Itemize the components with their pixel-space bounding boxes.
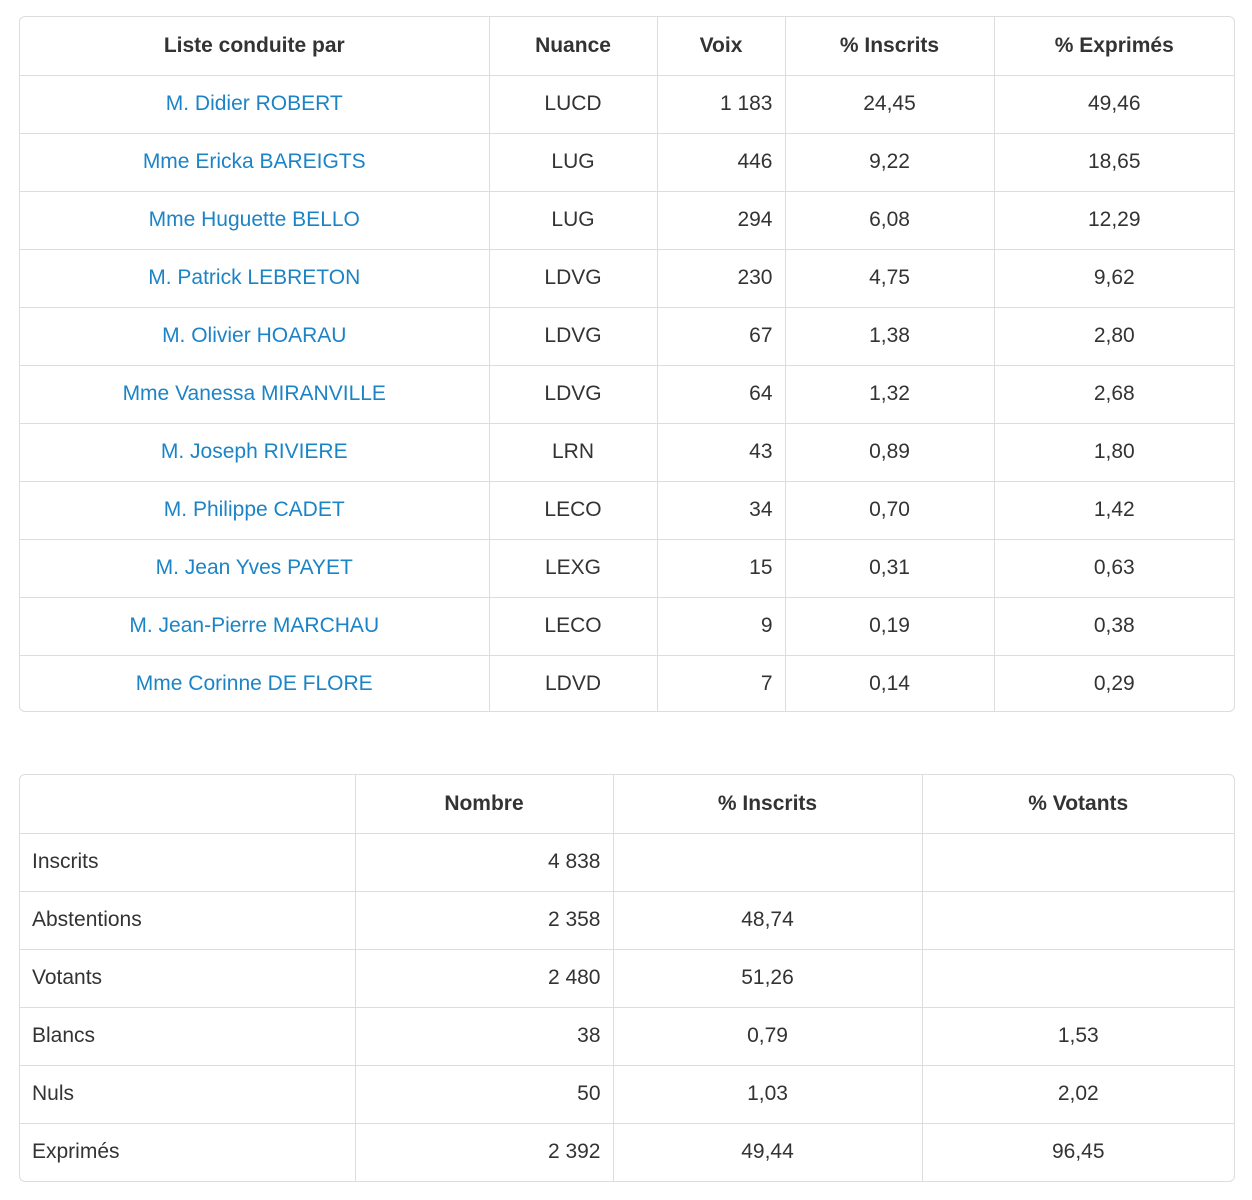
candidate-voix: 294 [657, 191, 785, 249]
candidate-voix: 34 [657, 481, 785, 539]
summary-row [20, 1065, 1234, 1123]
candidate-pct-exprimes: 1,42 [994, 481, 1234, 539]
candidate-row [20, 133, 1234, 191]
candidate-pct-inscrits: 24,45 [785, 75, 994, 133]
summary-pct-inscrits: 51,26 [613, 949, 922, 1007]
summary-pct-votants: 2,02 [922, 1065, 1234, 1123]
header-nombre: Nombre [355, 775, 613, 833]
summary-pct-inscrits: 49,44 [613, 1123, 922, 1181]
candidate-nuance: LECO [489, 597, 657, 655]
summary-row [20, 949, 1234, 1007]
summary-nombre: 2 480 [355, 949, 613, 1007]
candidate-row [20, 597, 1234, 655]
candidates-header-row [20, 17, 1234, 75]
summary-nombre: 2 358 [355, 891, 613, 949]
summary-label: Nuls [20, 1065, 355, 1123]
candidate-voix: 67 [657, 307, 785, 365]
candidate-nuance: LDVG [489, 365, 657, 423]
header-nuance: Nuance [489, 17, 657, 75]
header-pct-inscrits: % Inscrits [613, 775, 922, 833]
candidate-row [20, 655, 1234, 712]
header-empty [20, 775, 355, 833]
candidate-row [20, 75, 1234, 133]
summary-nombre: 2 392 [355, 1123, 613, 1181]
candidate-row [20, 423, 1234, 481]
candidate-voix: 9 [657, 597, 785, 655]
candidate-pct-inscrits: 0,19 [785, 597, 994, 655]
summary-table [20, 775, 1234, 1181]
candidate-name-link[interactable]: Mme Vanessa MIRANVILLE [20, 365, 489, 423]
candidate-nuance: LUCD [489, 75, 657, 133]
candidate-pct-exprimes: 0,29 [1093, 672, 1135, 696]
summary-pct-inscrits [613, 833, 922, 891]
candidates-table-container [19, 16, 1235, 712]
header-pct-exprimes: % Exprimés [994, 17, 1234, 75]
candidate-pct-inscrits: 4,75 [785, 249, 994, 307]
header-pct-inscrits: % Inscrits [785, 17, 994, 75]
candidate-nuance: LDVG [489, 249, 657, 307]
summary-pct-inscrits: 0,79 [613, 1007, 922, 1065]
candidate-pct-inscrits: 1,38 [785, 307, 994, 365]
candidate-voix: 230 [657, 249, 785, 307]
summary-pct-inscrits: 48,74 [613, 891, 922, 949]
candidate-row [20, 249, 1234, 307]
candidate-nuance: LRN [489, 423, 657, 481]
summary-label: Inscrits [20, 833, 355, 891]
summary-pct-votants: 1,53 [922, 1007, 1234, 1065]
candidate-name-link[interactable]: M. Joseph RIVIERE [20, 423, 489, 481]
candidate-row [20, 191, 1234, 249]
candidate-nuance: LDVD [489, 655, 657, 712]
summary-pct-votants [922, 949, 1234, 1007]
summary-row [20, 1007, 1234, 1065]
candidate-name-link[interactable]: M. Philippe CADET [20, 481, 489, 539]
candidate-name-link[interactable]: Mme Ericka BAREIGTS [20, 133, 489, 191]
candidate-pct-inscrits: 0,14 [785, 655, 994, 712]
candidate-name-link[interactable]: M. Olivier HOARAU [20, 307, 489, 365]
candidate-name-link[interactable]: M. Jean-Pierre MARCHAU [20, 597, 489, 655]
candidate-nuance: LEXG [489, 539, 657, 597]
summary-header-row [20, 775, 1234, 833]
candidate-pct-exprimes: 18,65 [994, 133, 1234, 191]
candidate-pct-exprimes: 49,46 [994, 75, 1234, 133]
summary-label: Votants [20, 949, 355, 1007]
summary-nombre: 4 838 [355, 833, 613, 891]
candidate-voix: 64 [657, 365, 785, 423]
candidate-name-link[interactable]: Mme Corinne DE FLORE [20, 655, 489, 712]
candidate-pct-exprimes: 0,63 [994, 539, 1234, 597]
candidate-pct-inscrits: 6,08 [785, 191, 994, 249]
summary-label: Exprimés [20, 1123, 355, 1181]
candidate-nuance: LUG [489, 133, 657, 191]
candidate-pct-exprimes: 2,68 [994, 365, 1234, 423]
summary-nombre: 38 [355, 1007, 613, 1065]
summary-row [20, 1123, 1234, 1181]
summary-label: Blancs [20, 1007, 355, 1065]
candidate-voix: 15 [657, 539, 785, 597]
candidate-pct-inscrits: 0,89 [785, 423, 994, 481]
candidate-row [20, 481, 1234, 539]
summary-pct-votants: 96,45 [1051, 1140, 1105, 1164]
candidate-pct-exprimes: 2,80 [994, 307, 1234, 365]
candidate-pct-inscrits: 9,22 [785, 133, 994, 191]
candidate-row [20, 307, 1234, 365]
candidate-pct-inscrits: 0,70 [785, 481, 994, 539]
candidate-nuance: LUG [489, 191, 657, 249]
candidate-row [20, 365, 1234, 423]
candidate-nuance: LDVG [489, 307, 657, 365]
candidate-voix: 1 183 [657, 75, 785, 133]
candidate-voix: 43 [657, 423, 785, 481]
summary-table-container [19, 774, 1235, 1182]
candidate-pct-inscrits: 0,31 [785, 539, 994, 597]
candidate-voix: 7 [657, 655, 785, 712]
summary-nombre: 50 [355, 1065, 613, 1123]
candidate-name-link[interactable]: M. Patrick LEBRETON [20, 249, 489, 307]
candidate-name-link[interactable]: M. Jean Yves PAYET [20, 539, 489, 597]
summary-pct-votants [922, 833, 1234, 891]
candidate-name-link[interactable]: Mme Huguette BELLO [20, 191, 489, 249]
candidate-name-link[interactable]: M. Didier ROBERT [20, 75, 489, 133]
header-pct-votants: % Votants [922, 775, 1234, 833]
header-liste: Liste conduite par [20, 17, 489, 75]
summary-label: Abstentions [20, 891, 355, 949]
header-voix: Voix [657, 17, 785, 75]
candidate-pct-exprimes: 1,80 [994, 423, 1234, 481]
summary-row [20, 833, 1234, 891]
candidate-pct-exprimes: 9,62 [994, 249, 1234, 307]
summary-row [20, 891, 1234, 949]
candidate-pct-exprimes: 12,29 [994, 191, 1234, 249]
candidate-pct-exprimes: 0,38 [994, 597, 1234, 655]
summary-pct-votants [922, 891, 1234, 949]
candidate-nuance: LECO [489, 481, 657, 539]
candidate-pct-inscrits: 1,32 [785, 365, 994, 423]
candidate-voix: 446 [657, 133, 785, 191]
candidates-table [20, 17, 1234, 712]
candidate-row [20, 539, 1234, 597]
summary-pct-inscrits: 1,03 [613, 1065, 922, 1123]
